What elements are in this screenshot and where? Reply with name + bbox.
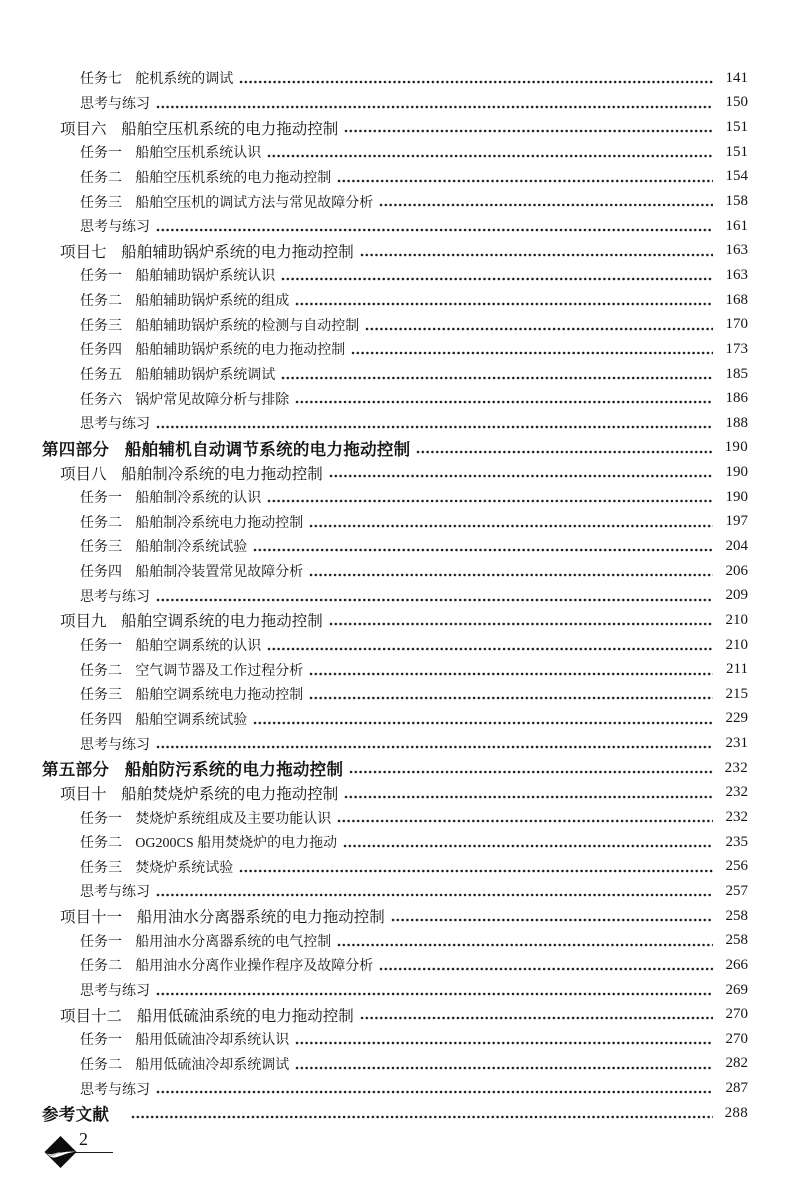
entry-label: 项目六 — [60, 120, 107, 138]
dot-leader — [344, 115, 713, 140]
dot-leader — [295, 386, 713, 411]
entry-title: 船舶空压机系统的电力拖动控制 — [121, 120, 339, 138]
entry-page: 210 — [725, 611, 748, 628]
entry-page: 256 — [725, 858, 748, 875]
entry-title: 船舶制冷系统电力拖动控制 — [135, 515, 304, 531]
toc-entry — [42, 1027, 748, 1052]
entry-label: 任务一 — [80, 1033, 122, 1049]
entry-page: 190 — [725, 488, 748, 505]
entry-label: 任务二 — [80, 294, 122, 310]
entry-label: 任务三 — [80, 860, 122, 876]
dot-leader — [239, 855, 713, 880]
entry-title: 船舶焚烧炉系统的电力拖动控制 — [121, 785, 339, 803]
toc-entry — [42, 953, 748, 978]
entry-title: 船舶空调系统的电力拖动控制 — [121, 613, 323, 631]
entry-page: 257 — [725, 882, 748, 899]
entry-title: 船用油水分离器系统的电力拖动控制 — [136, 909, 385, 927]
entry-page: 150 — [725, 94, 748, 111]
entry-title: 思考与练习 — [80, 885, 150, 901]
entry-label: 项目十 — [60, 785, 107, 803]
entry-title: 船舶空调系统的认识 — [135, 639, 262, 655]
entry-title: 思考与练习 — [80, 417, 150, 433]
entry-page: 170 — [725, 316, 748, 333]
entry-page: 282 — [725, 1055, 748, 1072]
entry-label: 任务六 — [80, 392, 122, 408]
entry-page: 163 — [725, 266, 748, 283]
entry-title: 船舶辅助锅炉系统的电力拖动控制 — [121, 243, 354, 261]
dot-leader — [360, 238, 713, 263]
toc-entry — [42, 534, 748, 559]
dot-leader — [337, 928, 713, 953]
dot-leader — [295, 1052, 713, 1077]
dot-leader — [309, 682, 713, 707]
entry-label: 任务一 — [80, 639, 122, 655]
entry-title: 船用油水分离器系统的电气控制 — [135, 934, 332, 950]
entry-label: 参考文献 — [42, 1106, 110, 1125]
entry-page: 232 — [724, 759, 748, 776]
entry-title: 焚烧炉系统组成及主要功能认识 — [135, 811, 332, 827]
dot-leader — [239, 66, 713, 91]
toc-entry — [42, 781, 748, 806]
entry-title: 思考与练习 — [80, 220, 150, 236]
entry-page: 258 — [725, 907, 748, 924]
dot-leader — [131, 1101, 713, 1126]
toc-entry — [42, 288, 748, 313]
toc-entry — [42, 608, 748, 633]
entry-label: 第四部分 — [42, 440, 110, 459]
entry-page: 151 — [725, 119, 748, 136]
entry-label: 项目十二 — [60, 1007, 123, 1025]
dot-leader — [349, 756, 713, 781]
entry-title: 锅炉常见故障分析与排除 — [135, 392, 290, 408]
toc-entry — [42, 436, 748, 461]
entry-page: 154 — [725, 168, 748, 185]
entry-label: 项目十一 — [60, 909, 123, 927]
dot-leader — [360, 1002, 713, 1027]
entry-label: 任务四 — [80, 712, 122, 728]
entry-title: 船用低硫油冷却系统调试 — [135, 1057, 290, 1073]
toc-entry — [42, 66, 748, 91]
entry-label: 任务二 — [80, 170, 122, 186]
dot-leader — [156, 1076, 713, 1101]
entry-title: 思考与练习 — [80, 984, 150, 1000]
diamond-icon — [44, 1136, 77, 1168]
entry-label: 任务二 — [80, 1057, 122, 1073]
entry-title: 舵机系统的调试 — [135, 72, 234, 88]
toc-list — [42, 66, 748, 1126]
toc-entry — [42, 1076, 748, 1101]
entry-page: 185 — [725, 365, 748, 382]
entry-title: 船用低硫油系统的电力拖动控制 — [136, 1007, 354, 1025]
entry-label: 项目七 — [60, 243, 107, 261]
dot-leader — [281, 263, 713, 288]
entry-label: 任务七 — [80, 72, 122, 88]
toc-entry — [42, 657, 748, 682]
entry-title: 船舶辅助锅炉系统认识 — [135, 269, 276, 285]
dot-leader — [379, 189, 713, 214]
entry-label: 任务二 — [80, 515, 122, 531]
entry-page: 211 — [726, 661, 748, 678]
dot-leader — [156, 411, 713, 436]
entry-title: 船舶制冷系统的认识 — [135, 491, 262, 507]
toc-entry — [42, 312, 748, 337]
dot-leader — [351, 337, 713, 362]
entry-title: 船舶空压机系统的电力拖动控制 — [135, 170, 332, 186]
toc-entry — [42, 707, 748, 732]
entry-title: 思考与练习 — [80, 589, 150, 605]
entry-page: 210 — [725, 636, 748, 653]
entry-label: 任务五 — [80, 368, 122, 383]
dot-leader — [365, 312, 713, 337]
dot-leader — [281, 362, 713, 387]
entry-page: 232 — [725, 784, 748, 801]
entry-page: 229 — [725, 710, 748, 727]
dot-leader — [309, 510, 713, 535]
toc-entry — [42, 978, 748, 1003]
entry-page: 168 — [725, 291, 748, 308]
toc-entry — [42, 411, 748, 436]
entry-title: 船舶制冷系统试验 — [135, 540, 248, 556]
entry-page: 288 — [724, 1104, 748, 1121]
entry-page: 206 — [725, 562, 748, 579]
entry-page: 270 — [725, 1006, 748, 1023]
toc-entry — [42, 337, 748, 362]
dot-leader — [267, 633, 713, 658]
dot-leader — [309, 657, 713, 682]
toc-entry — [42, 386, 748, 411]
toc-entry — [42, 165, 748, 190]
dot-leader — [253, 534, 713, 559]
dot-leader — [379, 953, 713, 978]
toc-entry — [42, 510, 748, 535]
dot-leader — [295, 288, 713, 313]
dot-leader — [337, 805, 713, 830]
toc-entry — [42, 91, 748, 116]
entry-title: 船用油水分离作业操作程序及故障分析 — [135, 959, 374, 975]
entry-title: 船舶空压机系统认识 — [135, 146, 262, 162]
toc-entry — [42, 1052, 748, 1077]
entry-page: 232 — [725, 809, 748, 826]
dot-leader — [253, 707, 713, 732]
entry-label: 任务三 — [80, 540, 122, 556]
entry-page: 186 — [725, 390, 748, 407]
toc-entry — [42, 879, 748, 904]
toc-entry — [42, 362, 748, 387]
entry-label: 第五部分 — [42, 761, 110, 780]
entry-page: 269 — [725, 981, 748, 998]
toc-entry — [42, 682, 748, 707]
dot-leader — [156, 879, 713, 904]
entry-page: 209 — [725, 587, 748, 604]
dot-leader — [337, 165, 713, 190]
toc-entry — [42, 189, 748, 214]
toc-entry — [42, 928, 748, 953]
dot-leader — [156, 91, 713, 116]
entry-title: 思考与练习 — [80, 1082, 150, 1098]
dot-leader — [295, 1027, 713, 1052]
entry-label: 任务一 — [80, 934, 122, 950]
toc-entry — [42, 756, 748, 781]
toc-entry — [42, 214, 748, 239]
entry-title: 船舶辅助锅炉系统的组成 — [135, 294, 290, 310]
dot-leader — [329, 608, 713, 633]
dot-leader — [156, 583, 713, 608]
entry-title: 船舶制冷装置常见故障分析 — [135, 565, 304, 581]
entry-page: 197 — [725, 513, 748, 530]
toc-entry — [42, 904, 748, 929]
entry-title: 船舶防污系统的电力拖动控制 — [124, 761, 344, 780]
entry-label: 任务二 — [80, 663, 122, 679]
toc-entry — [42, 1002, 748, 1027]
entry-label: 项目八 — [60, 465, 107, 483]
toc-entry — [42, 559, 748, 584]
entry-label: 任务四 — [80, 343, 122, 359]
toc-entry — [42, 460, 748, 485]
entry-page: 151 — [725, 143, 748, 160]
entry-label: 任务一 — [80, 491, 122, 507]
dot-leader — [267, 485, 713, 510]
dot-leader — [329, 460, 713, 485]
toc-entry — [42, 731, 748, 756]
toc-entry — [42, 855, 748, 880]
dot-leader — [391, 904, 713, 929]
entry-page: 235 — [725, 833, 748, 850]
dot-leader — [343, 830, 713, 855]
entry-title: 船舶辅助锅炉系统的检测与自动控制 — [135, 318, 360, 334]
toc-entry — [42, 238, 748, 263]
toc-entry — [42, 583, 748, 608]
entry-label: 任务三 — [80, 195, 122, 211]
entry-label: 任务一 — [80, 811, 122, 827]
entry-page: 163 — [725, 242, 748, 259]
entry-page: 204 — [725, 537, 748, 554]
entry-page: 266 — [725, 956, 748, 973]
entry-page: 141 — [725, 69, 748, 86]
entry-title: 焚烧炉系统试验 — [135, 860, 234, 876]
entry-title: 船用低硫油冷却系统认识 — [135, 1033, 290, 1049]
entry-label: 任务三 — [80, 688, 122, 704]
entry-page: 287 — [725, 1080, 748, 1097]
toc-entry — [42, 633, 748, 658]
toc-entry — [42, 485, 748, 510]
toc-entry — [42, 115, 748, 140]
toc-entry — [42, 1101, 748, 1126]
dot-leader — [267, 140, 713, 165]
entry-label: 任务二 — [80, 959, 122, 975]
entry-title: 空气调节器及工作过程分析 — [135, 663, 304, 679]
dot-leader — [344, 781, 713, 806]
dot-leader — [156, 731, 713, 756]
entry-title: 思考与练习 — [80, 737, 150, 753]
entry-label: 任务一 — [80, 146, 122, 162]
entry-title: 船舶空调系统电力拖动控制 — [135, 688, 304, 704]
entry-page: 190 — [724, 439, 748, 456]
entry-title: 船舶空压机的调试方法与常见故障分析 — [135, 195, 374, 211]
toc-entry — [42, 263, 748, 288]
entry-title: 思考与练习 — [80, 96, 150, 112]
entry-title: 船舶制冷系统的电力拖动控制 — [121, 465, 323, 483]
dot-leader — [156, 978, 713, 1003]
entry-title: 船舶空调系统试验 — [135, 712, 248, 728]
entry-title: 船舶辅机自动调节系统的电力拖动控制 — [124, 440, 411, 459]
entry-page: 188 — [725, 414, 748, 431]
entry-page: 258 — [725, 932, 748, 949]
entry-page: 190 — [725, 464, 748, 481]
dot-leader — [156, 214, 713, 239]
entry-title: OG200CS 船用焚烧炉的电力拖动 — [135, 836, 338, 852]
entry-label: 任务三 — [80, 318, 122, 334]
toc-entry — [42, 140, 748, 165]
entry-label: 任务一 — [80, 269, 122, 285]
entry-label: 任务四 — [80, 565, 122, 581]
entry-page: 231 — [725, 735, 748, 752]
entry-label: 项目九 — [60, 613, 107, 631]
dot-leader — [416, 436, 713, 461]
toc-entry — [42, 830, 748, 855]
entry-page: 215 — [725, 685, 748, 702]
toc-entry — [42, 805, 748, 830]
page-number: 2 — [79, 1129, 88, 1149]
dot-leader — [309, 559, 713, 584]
entry-title: 船舶辅助锅炉系统的电力拖动控制 — [135, 343, 346, 359]
entry-label: 任务二 — [80, 836, 122, 852]
entry-page: 173 — [725, 340, 748, 357]
entry-title: 船舶辅助锅炉系统调试 — [135, 368, 276, 383]
entry-page: 161 — [725, 217, 748, 234]
entry-page: 158 — [725, 193, 748, 210]
entry-page: 270 — [725, 1030, 748, 1047]
